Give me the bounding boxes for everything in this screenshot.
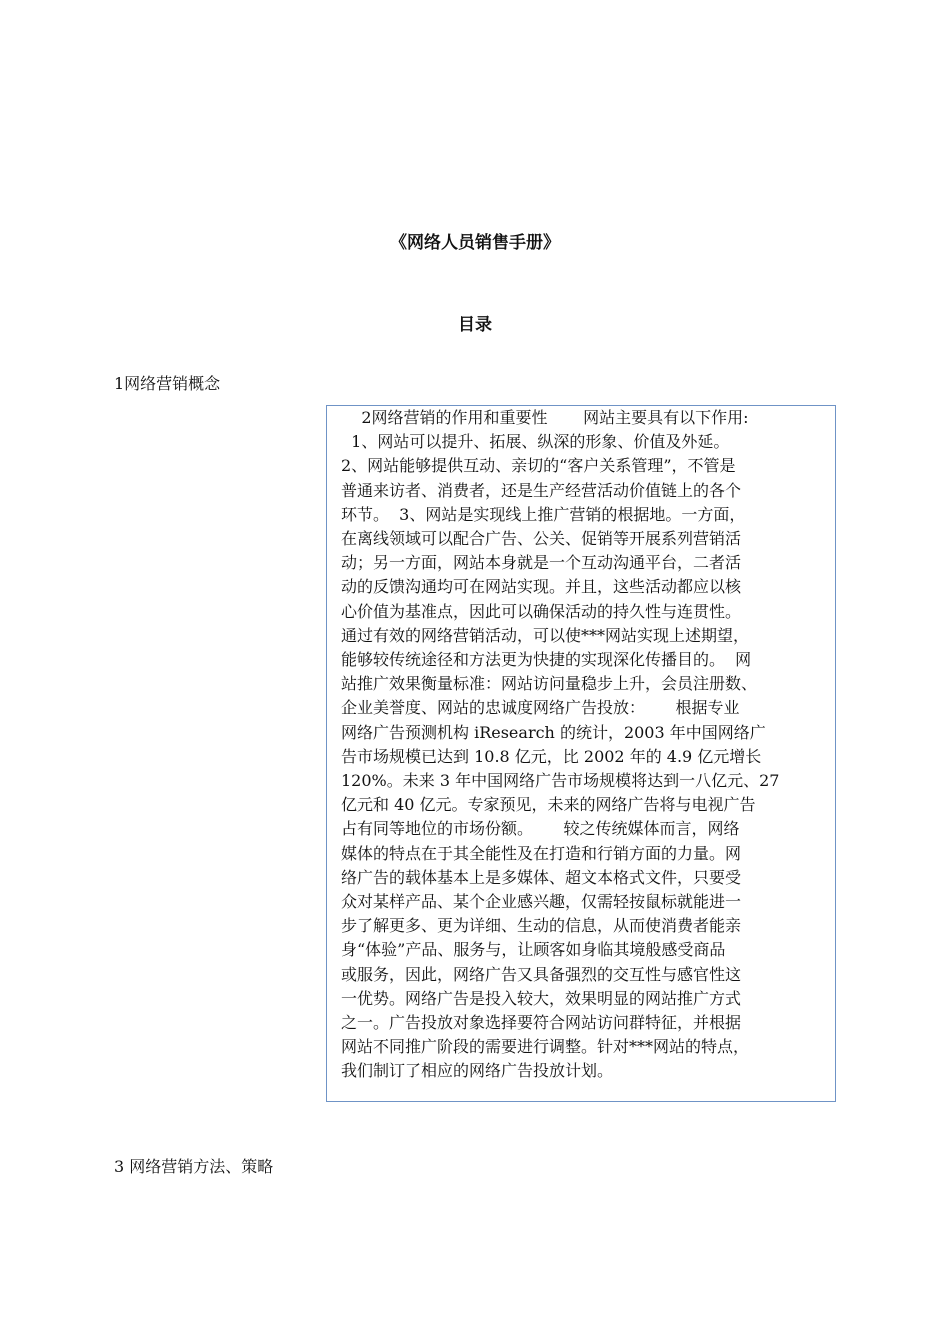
text-box-line: 步了解更多、更为详细、生动的信息，从而使消费者能亲 (341, 916, 742, 936)
text-box-content (341, 406, 835, 1084)
toc-item-network-marketing-methods: 3 网络营销方法、策略 (114, 1157, 274, 1176)
text-box (326, 405, 836, 1102)
text-box-line: 120%。未来 3 年中国网络广告市场规模将达到一八亿元、27 (341, 771, 780, 791)
text-box-line: 企业美誉度、网站的忠诚度网络广告投放： 根据专业 (341, 698, 740, 718)
toc-heading: 目录 (458, 315, 492, 335)
text-box-line: 环节。 3、网站是实现线上推广营销的根据地。一方面， (341, 504, 746, 524)
text-box-line: 动的反馈沟通均可在网站实现。并且，这些活动都应以核 (341, 577, 742, 597)
text-box-line: 2、网站能够提供互动、亲切的“客户关系管理”，不管是 (341, 456, 736, 476)
text-box-line: 在离线领域可以配合广告、公关、促销等开展系列营销活 (341, 529, 742, 549)
text-box-line: 我们制订了相应的网络广告投放计划。 (341, 1061, 614, 1081)
text-box-line: 一优势。网络广告是投入较大，效果明显的网站推广方式 (341, 988, 742, 1008)
text-box-line: 站推广效果衡量标准：网站访问量稳步上升，会员注册数、 (341, 674, 758, 694)
text-box-line: 众对某样产品、某个企业感兴趣，仅需轻按鼠标就能进一 (341, 892, 742, 912)
text-box-line: 2网络营销的作用和重要性 网站主要具有以下作用: (341, 408, 749, 427)
text-box-line: 动；另一方面，网站本身就是一个互动沟通平台，二者活 (341, 553, 742, 573)
toc-item-network-marketing-concept: 1网络营销概念 (114, 374, 221, 393)
text-box-line: 1、网站可以提升、拓展、纵深的形象、价值及外延。 (341, 432, 730, 452)
text-box-line: 身“体验”产品、服务与，让顾客如身临其境般感受商品 (341, 940, 726, 960)
text-box-line: 媒体的特点在于其全能性及在打造和行销方面的力量。网 (341, 843, 742, 863)
text-box-line: 心价值为基准点，因此可以确保活动的持久性与连贯性。 (341, 601, 742, 621)
text-box-line: 网络广告预测机构 iResearch 的统计，2003 年中国网络广 (341, 722, 766, 742)
text-box-line: 络广告的载体基本上是多媒体、超文本格式文件，只要受 (341, 867, 742, 887)
text-box-line: 通过有效的网络营销活动，可以使***网站实现上述期望， (341, 625, 750, 645)
document-title: 《网络人员销售手册》 (390, 233, 560, 253)
text-box-line: 网站不同推广阶段的需要进行调整。针对***网站的特点， (341, 1037, 750, 1057)
text-box-line: 或服务，因此，网络广告又具备强烈的交互性与感官性这 (341, 964, 742, 984)
text-box-line: 之一。广告投放对象选择要符合网站访问群特征，并根据 (341, 1013, 742, 1033)
text-box-line: 普通来访者、消费者，还是生产经营活动价值链上的各个 (341, 480, 742, 500)
text-box-line: 能够较传统途径和方法更为快捷的实现深化传播目的。 网 (341, 650, 752, 670)
text-box-line: 亿元和 40 亿元。专家预见，未来的网络广告将与电视广告 (341, 795, 756, 815)
text-box-line: 占有同等地位的市场份额。 较之传统媒体而言，网络 (341, 819, 740, 839)
text-box-line: 告市场规模已达到 10.8 亿元，比 2002 年的 4.9 亿元增长 (341, 746, 762, 766)
